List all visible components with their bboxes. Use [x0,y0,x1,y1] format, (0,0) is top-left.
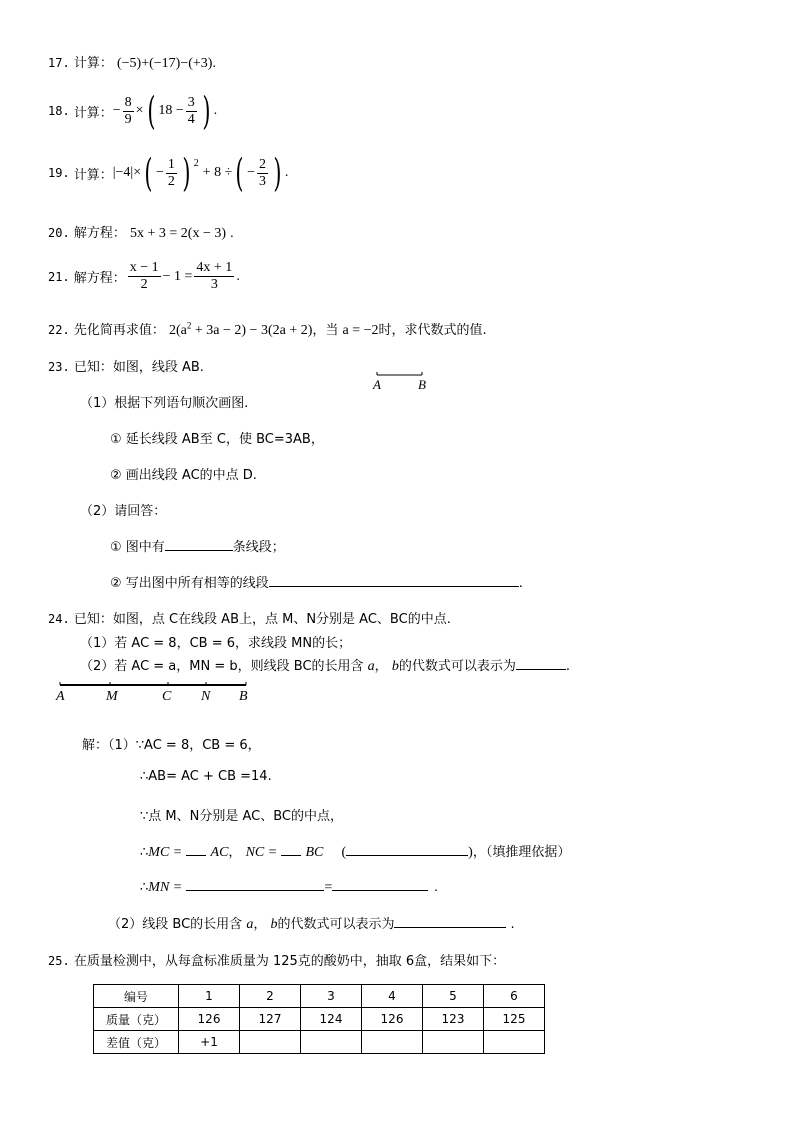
left-paren: ( [235,151,244,195]
denominator: 2 [140,277,148,292]
question-label: 解方程： [73,226,126,241]
table-cell: 2 [240,985,301,1008]
question-24-intro [48,608,451,627]
period: . [510,917,515,932]
table-cell: 127 [240,1008,301,1031]
fraction [123,95,134,128]
when-text: ，当 [312,323,339,338]
equation-middle: − 1 = [162,268,193,284]
question-number: 22. [48,323,70,337]
table-cell: 编号 [94,985,179,1008]
question-label: 先化简再求值： [73,323,165,338]
denominator: 4 [187,111,195,127]
comma: ， [374,659,388,674]
expression: (−5)+(−17)−(+3) [116,56,213,71]
fraction [194,260,234,293]
minus-sign: − [155,165,164,180]
point-label: M [106,689,118,704]
right-paren: ) [202,89,211,133]
table-cell: 3 [301,985,362,1008]
question-number: 17. [48,56,70,70]
numerator: 2 [259,156,267,172]
question-text: 在质量检测中，从每盒标准质量为 125克的酸奶中，抽取 6盒，结果如下： [73,954,506,969]
solution-line-3: ∵点 M、N分别是 AC、BC的中点， [140,809,343,824]
period: . [213,103,218,118]
exponent: 2 [193,158,199,169]
minus-sign: − [112,103,121,118]
inner-expression: 18 − [158,103,184,118]
quality-table [93,984,545,1054]
question-text: 已知：如图，点 C在线段 AB上，点 M、N分别是 AC、BC的中点. [73,612,451,627]
question-23-intro [48,356,204,375]
numerator: 3 [187,94,195,110]
part-1-heading: （1）根据下列语句顺次画图. [80,396,249,411]
tail-text: 时，求代数式的值. [378,323,487,338]
solution-line-5 [140,877,438,896]
answer-blank[interactable] [165,537,233,551]
solution-line-4 [140,841,570,861]
left-paren: ( [146,89,156,133]
equals-sign: = [324,880,333,895]
operation: + 8 ÷ [202,165,233,180]
numerator: 8 [124,94,132,110]
equation: 5x + 3 = 2(x − 3) [129,226,226,241]
right-paren: ) [273,151,282,195]
part-2 [80,655,570,675]
solution-line-2: ∴AB= AC + CB =14. [140,769,272,784]
part-1: （1）若 AC = 8，CB = 6，求线段 MN的长； [80,636,352,651]
variable: a [246,917,254,932]
comma: ， [253,917,267,932]
part-2-heading: （2）请回答： [80,504,167,519]
solution-part-2 [108,913,515,933]
table-cell: 123 [423,1008,484,1031]
right-paren: ) [182,151,191,195]
answer-blank[interactable] [186,877,324,891]
right-paren: ) [468,845,473,860]
answer-line-1 [110,536,285,555]
question-21 [48,260,240,293]
table-cell: 125 [484,1008,545,1031]
answer-blank[interactable] [394,914,506,928]
table-cell-blank[interactable] [240,1031,301,1054]
expression: MN = [148,880,183,895]
denominator: 3 [210,277,218,292]
question-number: 21. [48,269,70,284]
answer-blank[interactable] [332,877,428,891]
point-label-a: A [373,377,381,392]
fill-reason-note: ，（填推理依据） [472,845,571,860]
step-1: ① 延长线段 AB至 C，使 BC=3AB， [110,432,324,447]
prompt-text: ② 写出图中所有相等的线段 [110,576,269,591]
variable: b [391,659,399,674]
fraction [257,157,268,190]
table-cell: 1 [179,985,240,1008]
table-cell: 124 [301,1008,362,1031]
question-19 [48,151,289,195]
question-number: 23. [48,360,70,374]
comma: ， [228,845,242,860]
question-label: 解方程： [73,271,126,286]
period: . [284,165,289,180]
table-cell: 126 [179,1008,240,1031]
left-paren: ( [144,151,153,195]
fraction [166,157,177,190]
question-text: 已知：如图，线段 AB. [73,360,204,375]
expression-part: 2(a [168,323,187,338]
answer-blank[interactable] [281,842,301,856]
question-number: 25. [48,954,70,968]
question-label: 计算： [73,105,113,121]
table-cell: 5 [423,985,484,1008]
question-number: 20. [48,226,70,240]
question-25-intro [48,950,505,969]
question-20 [48,222,234,242]
prompt-text: （2）若 AC = a，MN = b，则线段 BC的长用含 [80,659,364,674]
table-row [94,1031,545,1054]
fraction [128,260,161,293]
table-cell: 差值（克） [94,1031,179,1054]
table-cell-blank[interactable] [423,1031,484,1054]
question-number: 19. [48,166,70,180]
expression: MC = [148,845,183,860]
answer-blank[interactable] [516,656,566,670]
therefore-sign: ∴ [140,845,149,860]
fraction [186,95,197,128]
table-cell-blank[interactable] [362,1031,423,1054]
point-label: C [162,689,172,704]
period: . [236,268,240,284]
prompt-text: （2）线段 BC的长用含 [108,917,243,932]
variable: a [367,659,375,674]
expression: BC [305,845,324,860]
minus-sign: − [247,165,256,180]
table-header-row [94,985,545,1008]
answer-line-2 [110,572,523,591]
numerator: 4x + 1 [196,260,233,275]
expression: AC [210,845,229,860]
numerator: x − 1 [129,260,159,275]
table-row [94,1008,545,1031]
denominator: 9 [124,111,132,127]
table-cell-blank[interactable] [301,1031,362,1054]
question-17 [48,52,216,72]
answer-blank[interactable] [269,573,519,587]
prompt-text: 的代数式可以表示为 [398,659,516,674]
numerator: 1 [167,156,175,172]
question-label: 计算： [73,167,113,183]
denominator: 2 [167,173,175,189]
question-18 [48,89,218,133]
prompt-text: ① 图中有 [110,540,165,555]
question-label: 计算： [73,56,113,71]
reason-blank[interactable] [346,842,468,856]
point-label: B [239,689,248,704]
table-cell: 6 [484,985,545,1008]
condition: a = −2 [342,323,379,338]
step-2: ② 画出线段 AC的中点 D. [110,468,257,483]
table-cell: +1 [179,1031,240,1054]
left-paren: ( [341,845,347,860]
times-sign: × [135,103,144,118]
variable: b [270,917,278,932]
exponent: 2 [186,320,192,331]
period: . [518,576,523,591]
period: . [230,226,234,241]
absolute-value: |−4| [112,165,134,180]
period: . [565,659,570,674]
denominator: 3 [259,173,267,189]
period: . [212,56,216,71]
question-number: 24. [48,612,70,626]
table-cell: 4 [362,985,423,1008]
segment-amcnb-figure [58,680,258,690]
table-cell: 126 [362,1008,423,1031]
question-22 [48,319,487,339]
times-sign: × [133,165,142,180]
expression: NC = [245,845,278,860]
question-number: 18. [48,104,70,118]
therefore-sign: ∴ [140,880,149,895]
prompt-text: 条线段； [232,540,285,555]
point-label: N [201,689,211,704]
period: . [434,880,438,895]
table-cell: 质量（克） [94,1008,179,1031]
prompt-text: 的代数式可以表示为 [277,917,395,932]
answer-blank[interactable] [186,842,206,856]
point-label-b: B [418,377,426,392]
expression-part: + 3a − 2) − 3(2a + 2) [191,323,313,338]
point-label: A [56,689,65,704]
table-cell-blank[interactable] [484,1031,545,1054]
solution-line-1: 解：（1）∵AC = 8，CB = 6， [82,738,261,753]
